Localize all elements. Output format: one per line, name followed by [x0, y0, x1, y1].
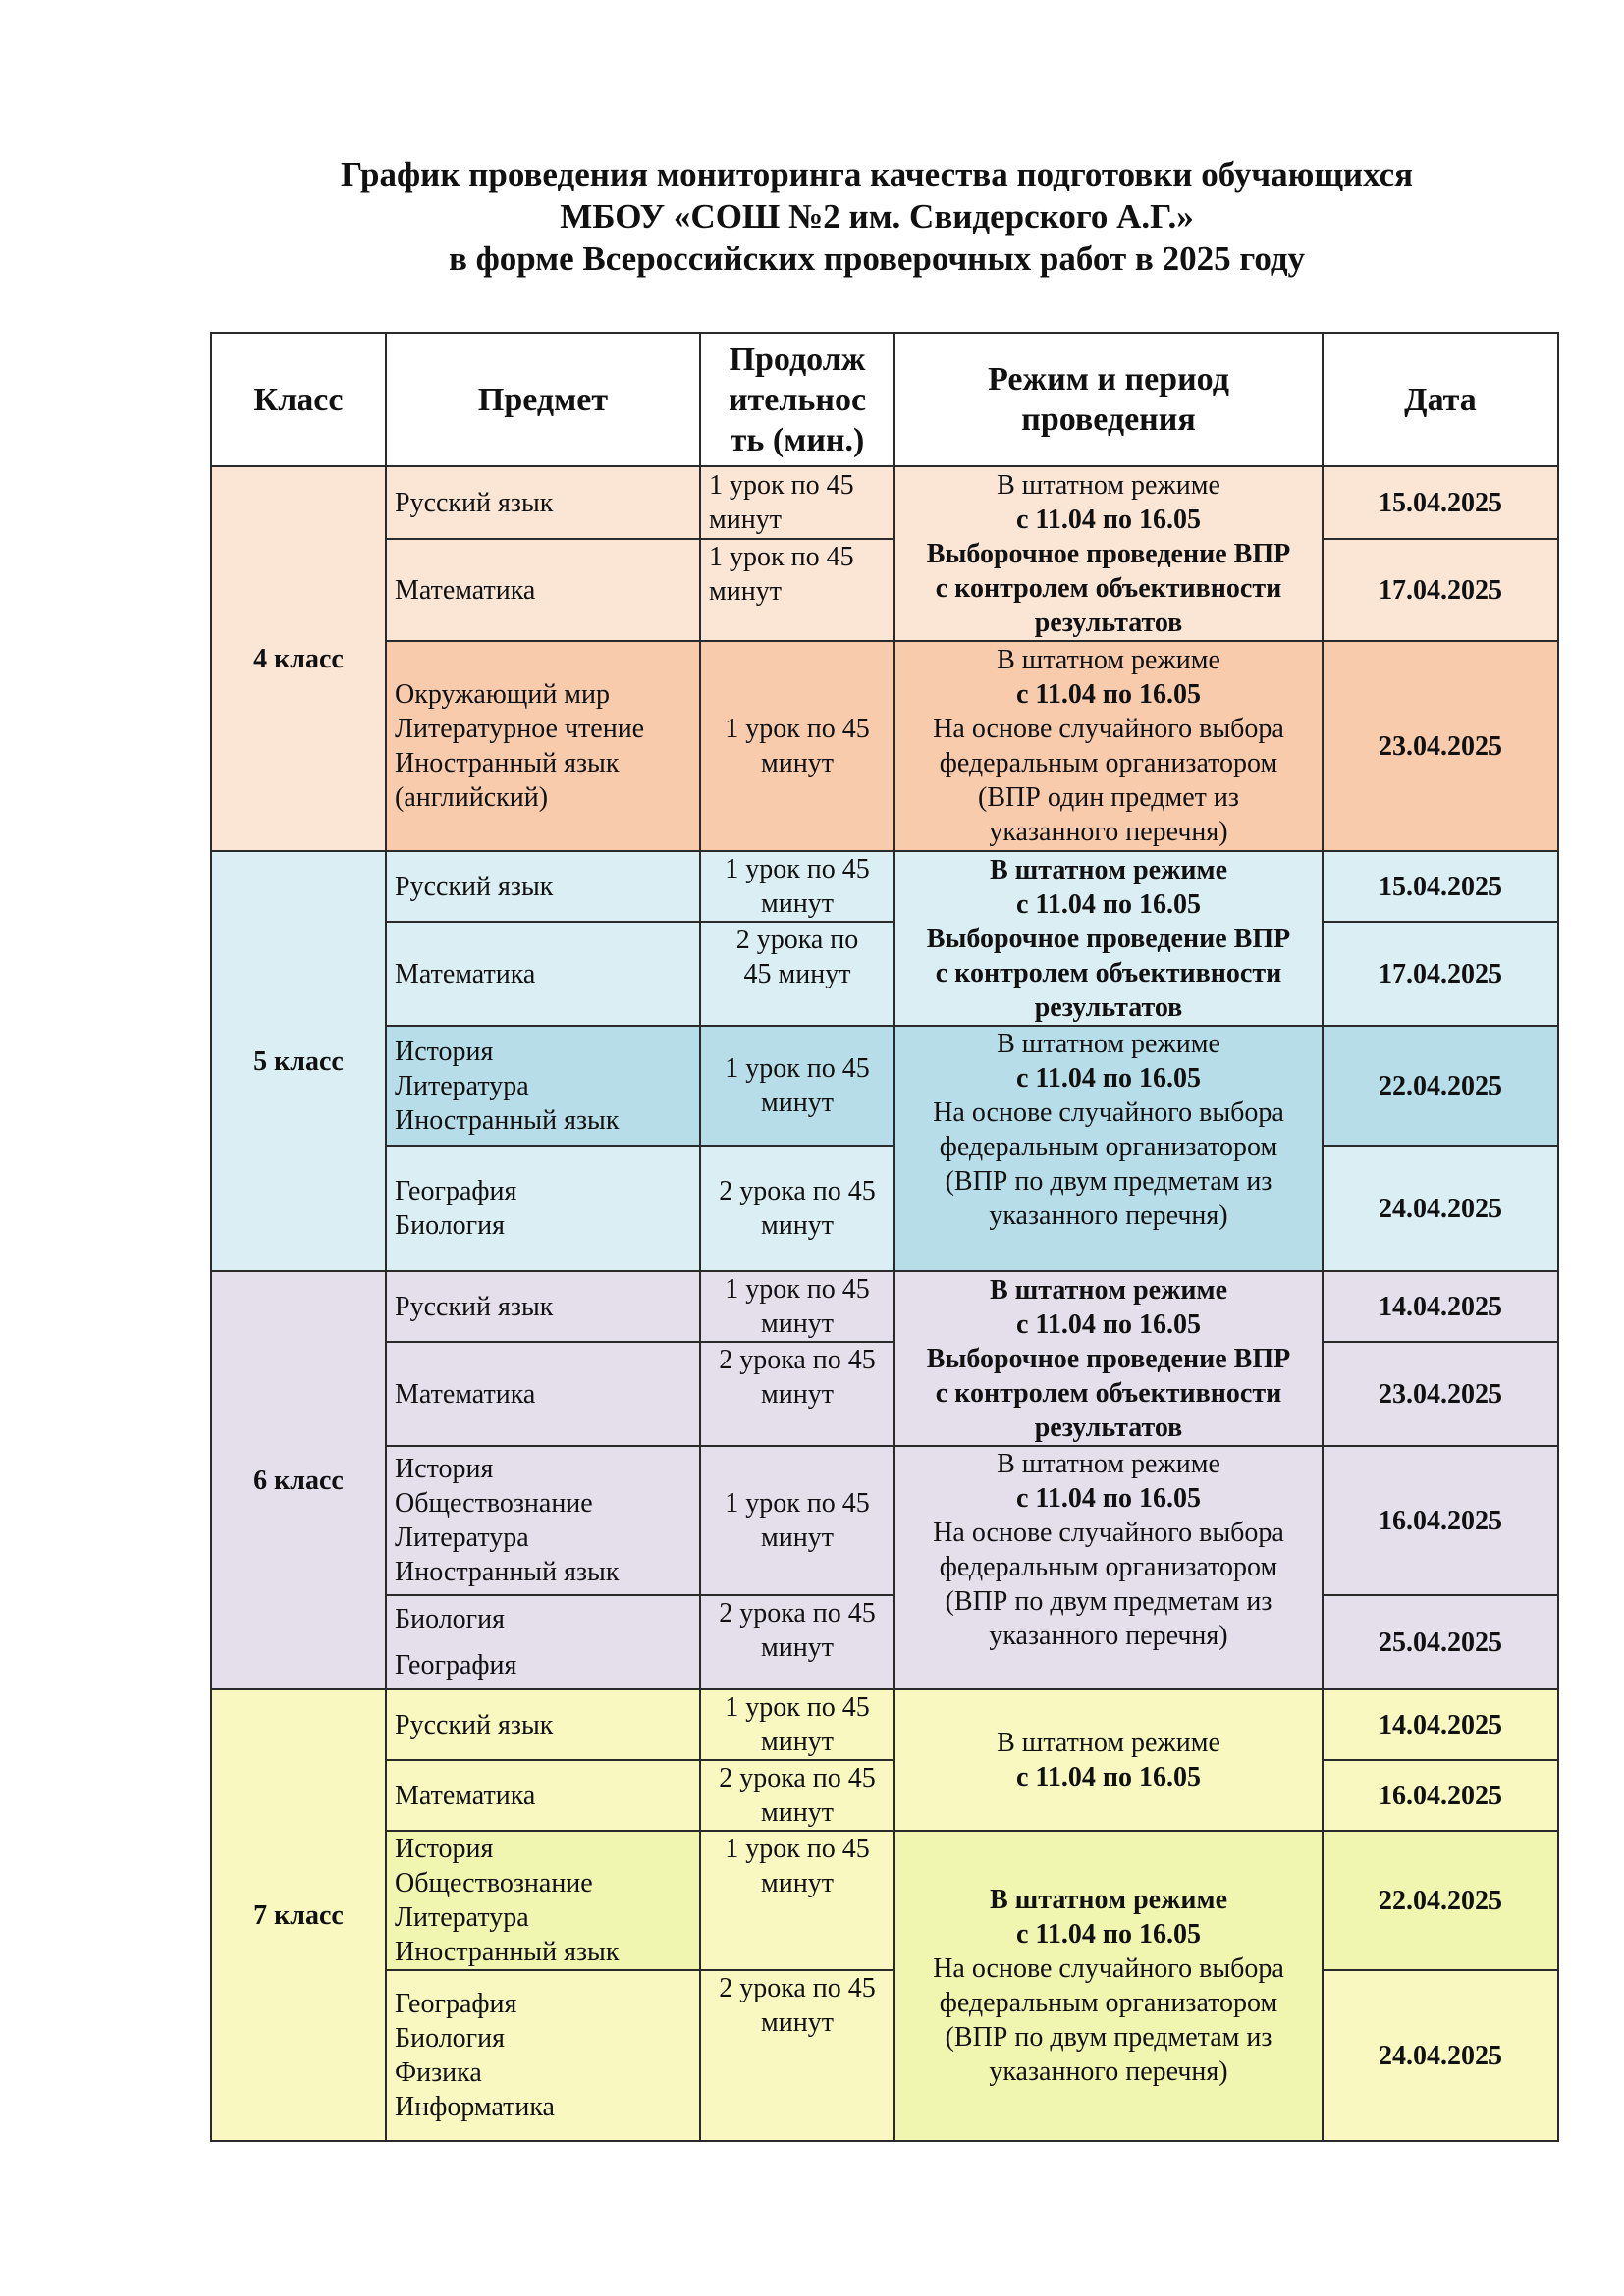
table-row [211, 466, 1558, 539]
subject-cell: Математика [386, 1342, 700, 1446]
table-row [211, 1689, 1558, 1760]
date-cell: 24.04.2025 [1323, 1970, 1558, 2141]
title-line-1: График проведения мониторинга качества подготовки обучающихся [340, 155, 1414, 193]
table-row [211, 539, 1558, 641]
vpr-schedule-table [210, 332, 1559, 2142]
grade-7-label: 7 класс [211, 1689, 386, 2141]
table-row [211, 1342, 1558, 1446]
date-cell: 25.04.2025 [1323, 1595, 1558, 1689]
mode-cell: В штатном режиме с 11.04 по 16.05 [894, 1689, 1323, 1831]
subject-cell: Математика [386, 922, 700, 1026]
subject-cell: Русский язык [386, 1689, 700, 1760]
title-line-2: МБОУ «СОШ №2 им. Свидерского А.Г.» [560, 197, 1194, 236]
table-row [211, 1271, 1558, 1342]
table-row [211, 1146, 1558, 1271]
duration-cell: 1 урок по 45 минут [700, 1026, 894, 1146]
duration-cell: 1 урок по 45 минут [700, 851, 894, 922]
date-cell: 17.04.2025 [1323, 539, 1558, 641]
table-row [211, 1446, 1558, 1595]
table-row [211, 1026, 1558, 1146]
duration-cell: 1 урок по 45 минут [700, 1831, 894, 1970]
subject-cell: История Обществознание Литература Иностранный язык [386, 1831, 700, 1970]
header-subject: Предмет [386, 333, 700, 466]
subject-cell: Биология География [386, 1595, 700, 1689]
table-row [211, 1595, 1558, 1689]
date-cell: 22.04.2025 [1323, 1831, 1558, 1970]
table-row [211, 851, 1558, 922]
duration-cell: 2 урока по 45 минут [700, 1146, 894, 1271]
duration-cell: 1 урок по 45 минут [700, 539, 894, 641]
title-line-3: в форме Всероссийских проверочных работ в 2025 году [448, 240, 1306, 278]
grade-5-label: 5 класс [211, 851, 386, 1271]
document-title [0, 153, 1624, 280]
subject-cell: Русский язык [386, 1271, 700, 1342]
date-cell: 17.04.2025 [1323, 922, 1558, 1026]
table-row [211, 922, 1558, 1026]
duration-cell: 2 урока по 45 минут [700, 922, 894, 1026]
subject-cell: История Литература Иностранный язык [386, 1026, 700, 1146]
table-row [211, 641, 1558, 851]
table-row [211, 1760, 1558, 1831]
duration-cell: 2 урока по 45 минут [700, 1595, 894, 1689]
duration-cell: 1 урок по 45 минут [700, 466, 894, 539]
subject-cell: Математика [386, 539, 700, 641]
subject-cell: Русский язык [386, 466, 700, 539]
date-cell: 16.04.2025 [1323, 1760, 1558, 1831]
subject-cell: География Биология [386, 1146, 700, 1271]
header-mode: Режим и период проведения [894, 333, 1323, 466]
subject-cell: Математика [386, 1760, 700, 1831]
subject-cell: История Обществознание Литература Иностранный язык [386, 1446, 700, 1595]
date-cell: 23.04.2025 [1323, 1342, 1558, 1446]
table-row [211, 1831, 1558, 1970]
table-header-row [211, 333, 1558, 466]
subject-cell: Окружающий мир Литературное чтение Иностранный язык (английский) [386, 641, 700, 851]
date-cell: 14.04.2025 [1323, 1271, 1558, 1342]
date-cell: 22.04.2025 [1323, 1026, 1558, 1146]
grade-4-label: 4 класс [211, 466, 386, 851]
mode-cell: В штатном режиме с 11.04 по 16.05 Выборочное проведение ВПР с контролем объективности результатов [894, 1271, 1323, 1446]
header-duration: Продолж ительнос ть (мин.) [700, 333, 894, 466]
date-cell: 15.04.2025 [1323, 466, 1558, 539]
subject-cell: Русский язык [386, 851, 700, 922]
header-class: Класс [211, 333, 386, 466]
subject-cell: География Биология Физика Информатика [386, 1970, 700, 2141]
header-date: Дата [1323, 333, 1558, 466]
date-cell: 16.04.2025 [1323, 1446, 1558, 1595]
duration-cell: 1 урок по 45 минут [700, 1271, 894, 1342]
date-cell: 14.04.2025 [1323, 1689, 1558, 1760]
duration-cell: 2 урока по 45 минут [700, 1970, 894, 2141]
mode-cell: В штатном режиме с 11.04 по 16.05 На основе случайного выбора федеральным организатором (ВПР по двум предметам из указанного перечня) [894, 1026, 1323, 1271]
duration-cell: 1 урок по 45 минут [700, 1689, 894, 1760]
duration-cell: 2 урока по 45 минут [700, 1342, 894, 1446]
mode-cell: В штатном режиме с 11.04 по 16.05 Выборочное проведение ВПР с контролем объективности результатов [894, 466, 1323, 641]
date-cell: 24.04.2025 [1323, 1146, 1558, 1271]
date-cell: 15.04.2025 [1323, 851, 1558, 922]
duration-cell: 1 урок по 45 минут [700, 1446, 894, 1595]
mode-cell: В штатном режиме с 11.04 по 16.05 На основе случайного выбора федеральным организатором (ВПР по двум предметам из указанного перечня) [894, 1831, 1323, 2141]
table-row [211, 1970, 1558, 2141]
grade-6-label: 6 класс [211, 1271, 386, 1689]
duration-cell: 1 урок по 45 минут [700, 641, 894, 851]
mode-cell: В штатном режиме с 11.04 по 16.05 Выборочное проведение ВПР с контролем объективности результатов [894, 851, 1323, 1026]
mode-cell: В штатном режиме с 11.04 по 16.05 На основе случайного выбора федеральным организатором (ВПР один предмет из указанного перечня) [894, 641, 1323, 851]
date-cell: 23.04.2025 [1323, 641, 1558, 851]
mode-cell: В штатном режиме с 11.04 по 16.05 На основе случайного выбора федеральным организатором (ВПР по двум предметам из указанного перечня) [894, 1446, 1323, 1689]
duration-cell: 2 урока по 45 минут [700, 1760, 894, 1831]
